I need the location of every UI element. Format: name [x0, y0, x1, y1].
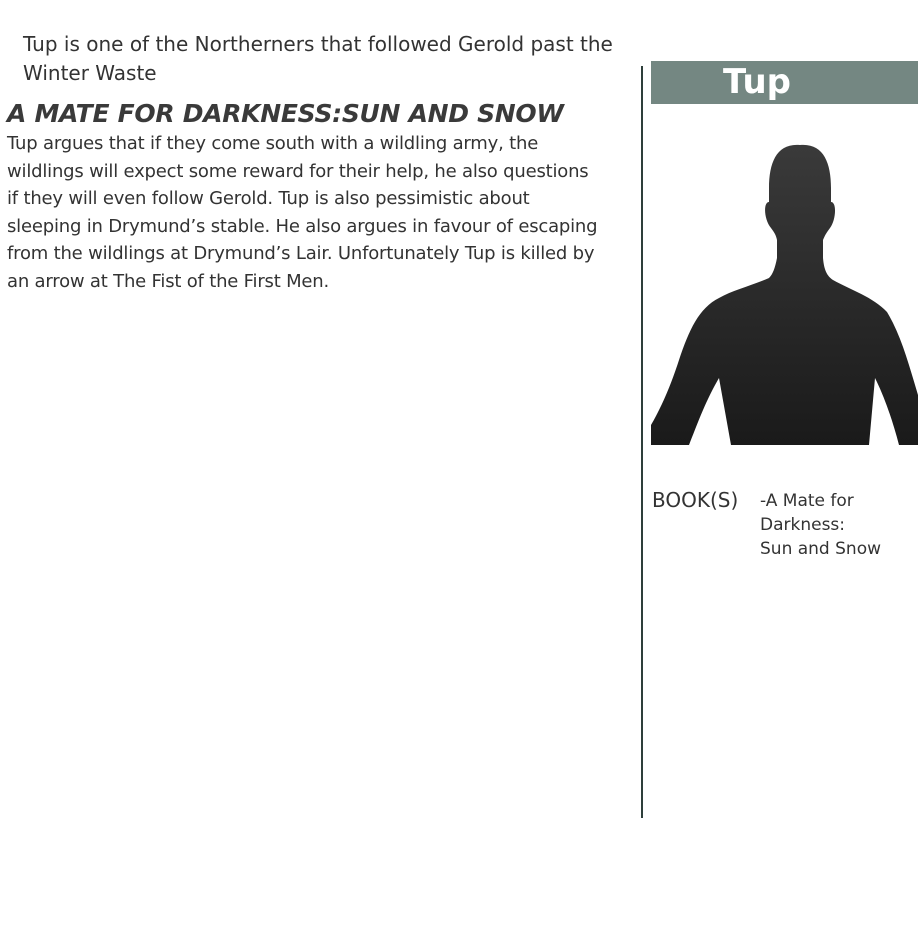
books-value: [760, 489, 910, 561]
section-heading: A MATE FOR DARKNESS:SUN AND SNOW: [7, 99, 564, 128]
books-label: BOOK(S): [652, 488, 739, 512]
books-value-line: Darkness:: [760, 515, 846, 535]
books-value-line: Sun and Snow: [760, 539, 882, 559]
section-body: Tup argues that if they come south with a wildling army, the wildlings will expect some reward for their help, he also questions if they will even follow Gerold. Tup is also pessimistic about sleeping in Drymund’s stable. He also argues in favour of escaping from the wildlings at Drymund’s Lair. Unfortunately Tup is killed by an arrow at The Fist of the First Men.: [7, 133, 598, 292]
infobox-title: Tup: [651, 61, 918, 104]
silhouette-portrait-icon: [651, 140, 918, 445]
intro-text: Tup is one of the Northerners that followed Gerold past the Winter Waste: [23, 32, 613, 85]
column-divider: [641, 66, 643, 818]
books-value-line: -A Mate for: [760, 491, 854, 511]
